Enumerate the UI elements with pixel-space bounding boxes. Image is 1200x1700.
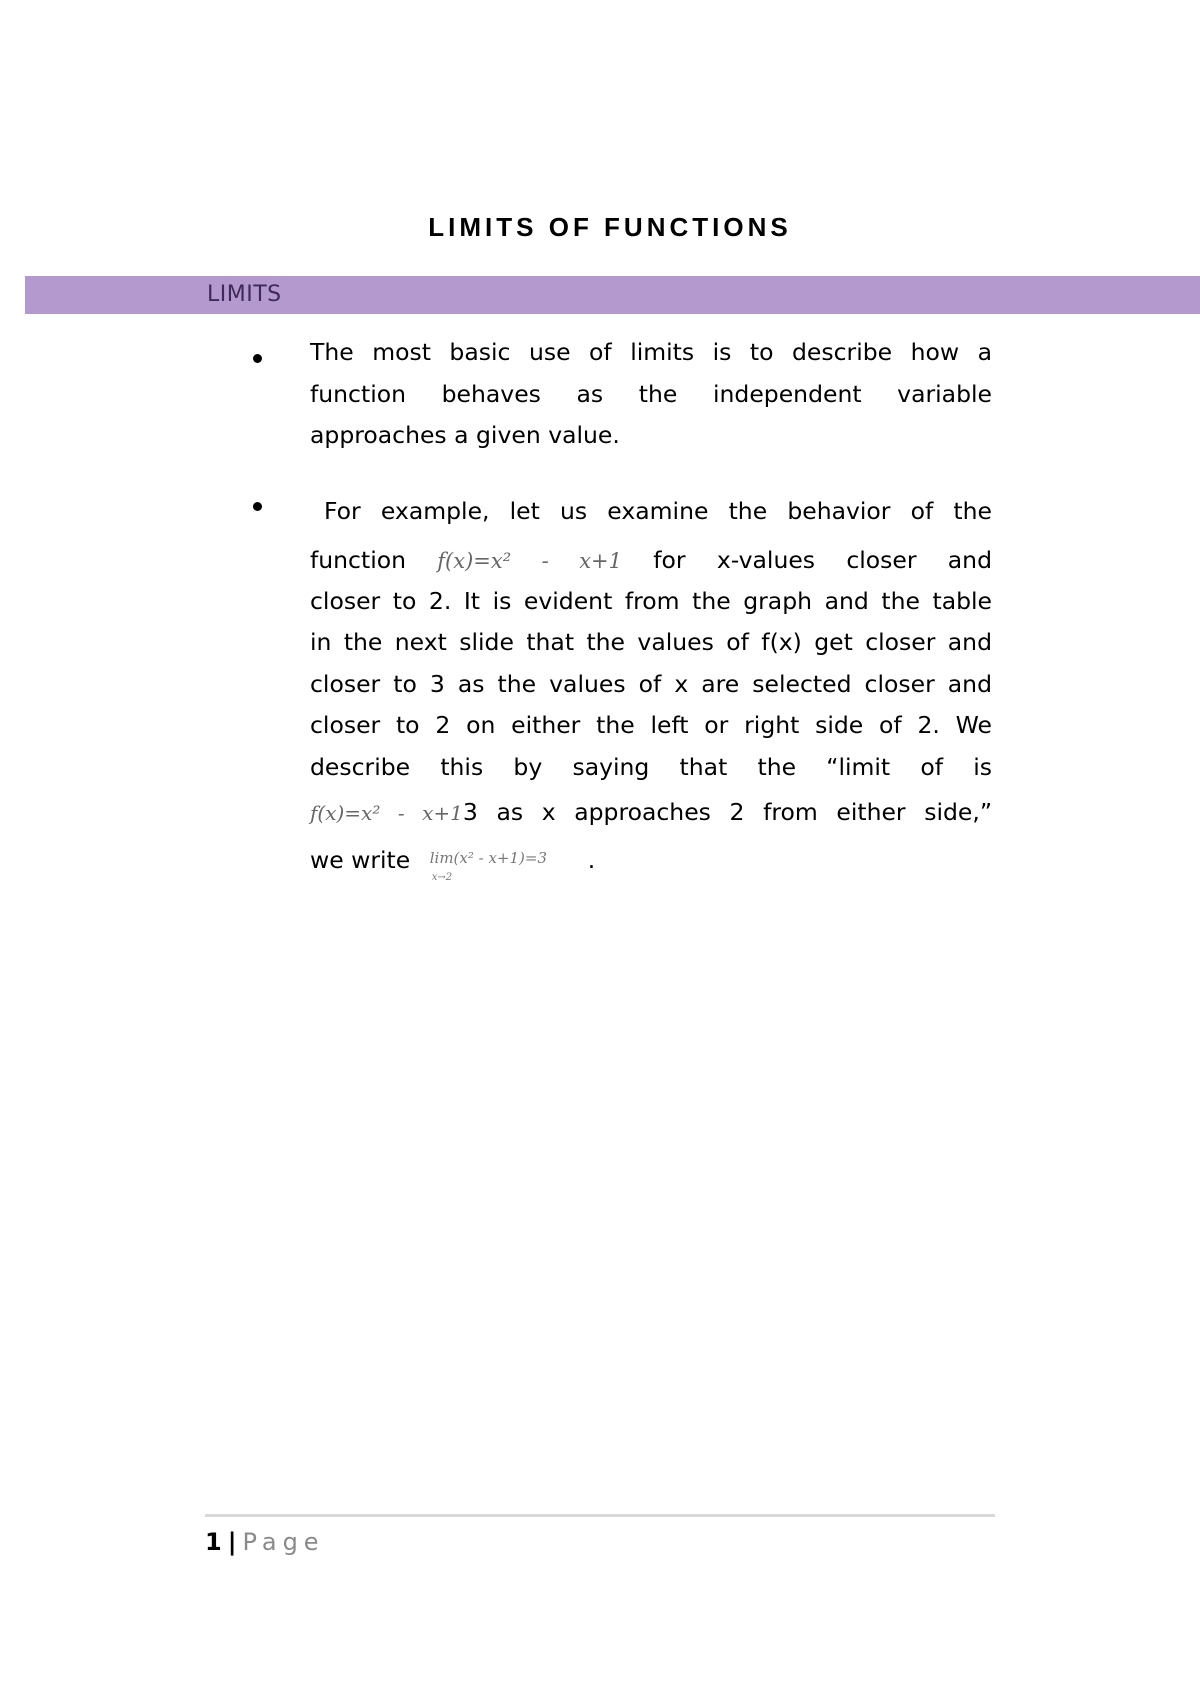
list-item-2-line-4: in the next slide that the values of f(x) get closer and	[310, 628, 992, 656]
list-item-2-line-5: closer to 3 as the values of x are selected closer and	[310, 669, 992, 698]
list-item-2-line-9	[310, 834, 992, 883]
section-header-label: LIMITS	[207, 282, 282, 307]
list-item-2	[310, 491, 992, 883]
list-item-1-line-1: The most basic use of limits is to describe how a	[310, 338, 992, 366]
bullet-dot-1	[253, 354, 262, 363]
footer-rule	[205, 1514, 995, 1517]
list-item-2-line-6: closer to 2 on either the left or right side of 2. We	[310, 711, 992, 739]
page-separator: |	[227, 1528, 237, 1556]
limit-expression	[418, 842, 588, 882]
limit-expression-main: lim(x² - x+1)=3	[429, 848, 548, 867]
list-item-1	[310, 332, 992, 457]
limit-expression-subscript: x→2	[431, 871, 453, 883]
formula-fx-repeat: f(x)=x² - x+1	[310, 801, 463, 825]
formula-fx: f(x)=x² - x+1	[437, 548, 622, 573]
list-item-1-line-3: approaches a given value.	[310, 421, 620, 449]
list-item-2-line-8	[310, 788, 992, 834]
list-item-2-line-2	[310, 533, 992, 581]
list-item-2-line-1: For example, let us examine the behavior of the	[324, 497, 992, 525]
page-number: 1	[205, 1528, 222, 1556]
page-footer	[205, 1528, 325, 1556]
list-item-2-text-period: .	[587, 846, 596, 874]
list-item-1-line-2: function behaves as the independent variable	[310, 379, 992, 408]
page-label: Page	[242, 1528, 325, 1556]
list-item-2-line-7: describe this by saying that the “limit of is	[310, 752, 992, 781]
page-title: LIMITS OF FUNCTIONS	[428, 212, 792, 242]
list-item-2-text-xvalues: for x-values closer and	[653, 545, 992, 574]
list-item-2-text-approaches: 3 as x approaches 2 from either side,”	[462, 798, 992, 826]
bullet-dot-2	[253, 502, 262, 511]
list-item-2-line-3: closer to 2. It is evident from the graph and the table	[310, 586, 992, 615]
list-item-2-text-we-write: we write	[310, 846, 411, 874]
list-item-2-text-function: function	[310, 545, 406, 574]
